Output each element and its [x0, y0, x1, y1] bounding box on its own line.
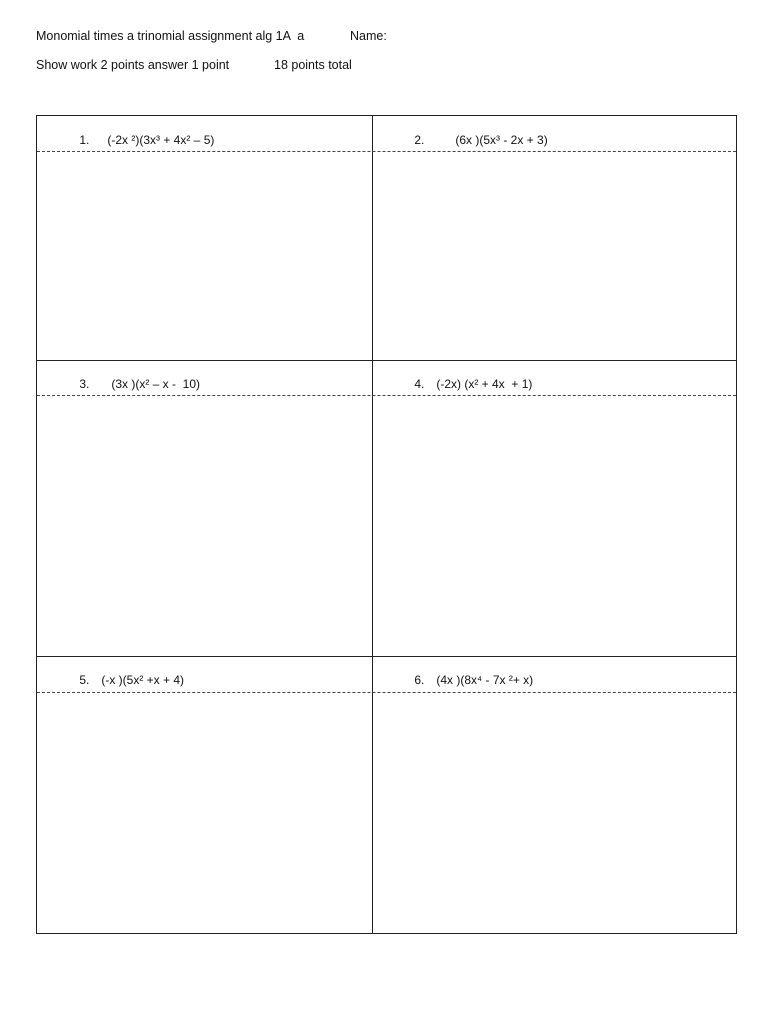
problem-grid [36, 115, 737, 934]
instructions: Show work 2 points answer 1 point [36, 58, 230, 72]
problem-expression: (-x )(5x² +x + 4) [101, 673, 185, 687]
row-divider [37, 656, 736, 657]
problem-number: 5. [79, 673, 90, 687]
row-divider [37, 360, 736, 361]
name-label: Name: [350, 29, 387, 43]
problem-6 [401, 659, 533, 701]
problem-1 [66, 119, 214, 161]
problem-number: 3. [79, 377, 90, 391]
points-total: 18 points total [274, 58, 352, 72]
problem-expression: (4x )(8x⁴ - 7x ²+ x) [436, 673, 534, 687]
problem-expression: (6x )(5x³ - 2x + 3) [455, 133, 548, 147]
column-divider [372, 116, 373, 933]
problem-expression: (-2x ²)(3x³ + 4x² – 5) [107, 133, 215, 147]
problem-expression: (3x )(x² – x - 10) [111, 377, 201, 391]
problem-number: 4. [414, 377, 425, 391]
problem-number: 1. [79, 133, 90, 147]
problem-expression: (-2x) (x² + 4x + 1) [436, 377, 533, 391]
problem-2 [401, 119, 548, 161]
problem-number: 2. [414, 133, 425, 147]
problem-3 [66, 363, 200, 405]
problem-4 [401, 363, 532, 405]
problem-number: 6. [414, 673, 425, 687]
assignment-title: Monomial times a trinomial assignment alg 1A a [36, 29, 305, 43]
problem-5 [66, 659, 184, 701]
